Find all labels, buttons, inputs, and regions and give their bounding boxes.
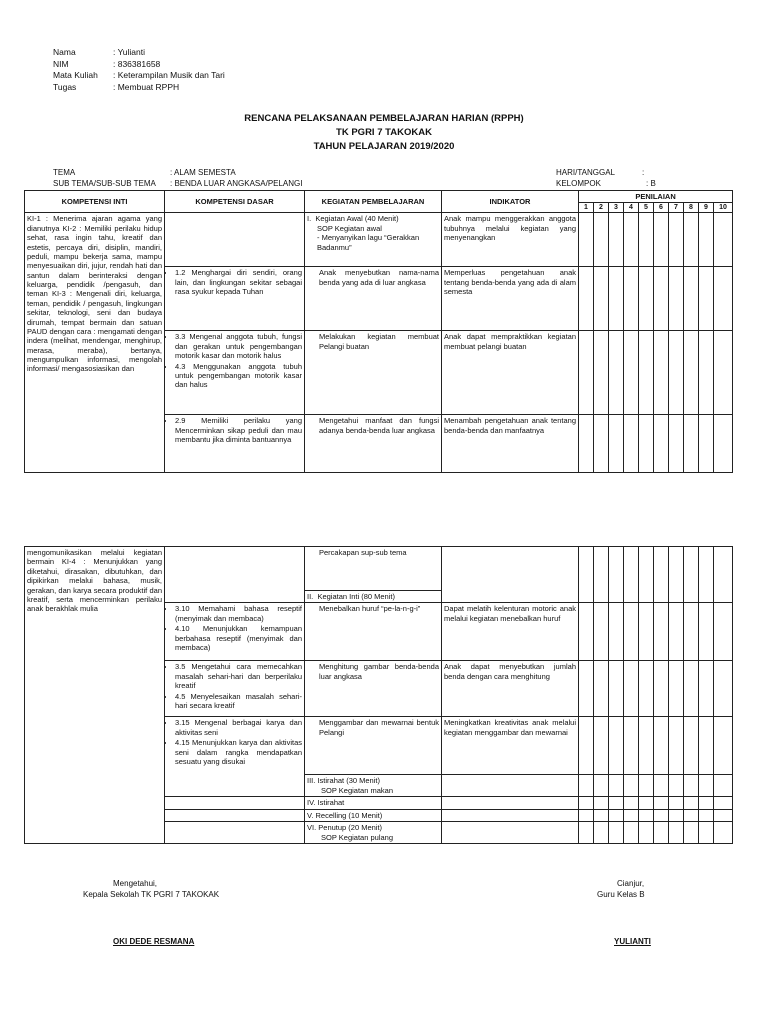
signature-left-line1: Mengetahui, [113,879,158,888]
kegiatan-cell: Mengetahui manfaat dan fungsi adanya benda-benda luar angkasa [305,415,442,473]
indikator-cell: Anak dapat menyebutkan jumlah benda dengan cara menghitung [442,661,579,717]
kd-cell [165,267,305,331]
kd-cell [165,603,305,661]
signature-right-line2: Guru Kelas B [597,890,645,899]
col-header-kd: KOMPETENSI DASAR [165,191,305,213]
roman: II. [307,592,314,601]
col-header-kegiatan: KEGIATAN PEMBELAJARAN [305,191,442,213]
indikator-cell: Anak dapat mempraktikkan kegiatan membuat pelangi buatan [442,331,579,415]
doc-title-line3: TAHUN PELAJARAN 2019/2020 [313,141,455,152]
score-col-9: 9 [699,203,714,213]
ki-cell: KI-1 : Menerima ajaran agama yang dianutnya KI-2 : Memiliki perilaku hidup sehat, rasa ingin tahu, kreatif dan estetis, percaya diri, disiplin, mandiri, peduli, mampu bekerja sama, mampu menyesuaikan diri, jujur, rendah hati dan santun dalam berinteraksi dengan keluarga, pendidik /pengasuh, dan teman KI-3 : Mengenali diri, keluarga, teman, pendidik / pengasuh, lingkungan sekitar, teknologi, seni dan budaya dirumah, tempat bermain dan satuan PAUD dengan cara : mengamati dengan indera (melihat, mendengar, menghirup, merasa, meraba), bertanya, mengumpulkan informasi, mengolah informasi/ mengasosiasikan dan [25,213,165,473]
score-col-4: 4 [624,203,639,213]
label: NIM [53,58,69,69]
subtema-value: : BENDA LUAR ANGKASA/PELANGI [170,179,303,188]
col-header-penilaian: PENILAIAN [579,191,733,203]
rpph-table-2 [24,546,733,844]
kd-item: • 4.3 Menggunakan anggota tubuh untuk pengembangan motorik kasar dan halus [175,362,302,390]
value: : Membuat RPPH [113,81,180,92]
identity-row-nama [53,47,225,59]
indikator-cell: Dapat melatih kelenturan motoric anak melalui kegiatan menebalkan huruf [442,603,579,661]
identity-block [53,47,225,93]
score-col-10: 10 [714,203,733,213]
roman: I. [307,214,312,224]
identity-row-nim [53,59,225,71]
value: : 836381658 [113,58,161,69]
kegiatan-cell [305,775,442,797]
doc-title-line2: TK PGRI 7 TAKOKAK [336,127,432,138]
subtema-label: SUB TEMA/SUB-SUB TEMA [53,179,156,188]
kegiatan-title: Recelling (10 Menit) [315,810,383,820]
signature-left-name: OKI DEDE RESMANA [113,937,195,946]
col-header-indikator: INDIKATOR [442,191,579,213]
table-row [25,213,733,267]
kegiatan-title: Kegiatan Awal (40 Menit) [315,214,399,224]
kegiatan-cell: Menggambar dan mewarnai bentuk Pelangi [305,717,442,775]
kegiatan-cell: Percakapan sup-sub tema [305,547,442,591]
score-col-7: 7 [669,203,684,213]
table-row [25,547,733,591]
kegiatan-cell [305,822,442,844]
kd-cell [165,717,305,797]
score-col-2: 2 [594,203,609,213]
value: : Yulianti [113,47,145,57]
kd-item: • 4.15 Menunjukkan karya dan aktivitas seni dalam rangka mendapatkan sesuatu yang disukai [175,738,302,766]
doc-title-line1: RENCANA PELAKSANAAN PEMBELAJARAN HARIAN (RPPH) [244,113,524,124]
roman: III. [307,776,316,786]
label: Mata Kuliah [53,70,98,80]
score-col-8: 8 [684,203,699,213]
roman: V. [307,810,314,820]
roman: VI. [307,823,317,833]
signature-right-name: YULIANTI [614,937,651,946]
value: : Keterampilan Musik dan Tari [113,70,225,80]
kegiatan-cell [305,591,442,603]
score-col-6: 6 [654,203,669,213]
kegiatan-title: Kegiatan Inti (80 Menit) [317,592,395,601]
identity-row-tugas [53,82,225,94]
kd-item: • 1.2 Menghargai diri sendiri, orang lain, dan lingkungan sekitar sebagai rasa syukur kepada Tuhan [175,268,302,296]
kegiatan-cell: Menghitung gambar benda-benda luar angkasa [305,661,442,717]
signature-left-line2: Kepala Sekolah TK PGRI 7 TAKOKAK [83,890,220,899]
tema-label: TEMA [53,168,76,177]
header-row [25,191,733,203]
indikator-cell: Meningkatkan kreativitas anak melalui kegiatan menggambar dan mewarnai [442,717,579,775]
label: Tugas [53,81,77,92]
kd-item: • 3.15 Mengenal berbagai karya dan aktivitas seni [175,718,302,737]
score-col-3: 3 [609,203,624,213]
col-header-ki: KOMPETENSI INTI [25,191,165,213]
kd-item: • 3.3 Mengenal anggota tubuh, fungsi dan gerakan untuk pengembangan motorik kasar dan motorik halus [175,332,302,360]
indikator-cell: Anak mampu menggerakkan anggota tubuhnya melalui kegiatan yang menyenangkan [442,213,579,267]
kd-cell [165,415,305,473]
ki-cell: mengomunikasikan melalui kegiatan bermain KI-4 : Menunjukkan yang diketahui, dirasakan, dibutuhkan, dan dipikirkan melalui bahasa, musik, gerakan, dan karya secara produktif dan kreatif, serta mencerminkan perilaku anak berakhlak mulia [25,547,165,844]
roman: IV. [307,798,316,808]
score-col-1: 1 [579,203,594,213]
kegiatan-title: Istirahat (30 Menit) [317,776,380,786]
kegiatan-sop: SOP Kegiatan makan [321,785,393,795]
score-col-5: 5 [639,203,654,213]
kegiatan-cell [305,809,442,821]
kegiatan-title: Istirahat [317,798,345,808]
kegiatan-sop: SOP Kegiatan awal [317,223,382,233]
indikator-cell: Menambah pengetahuan anak tentang benda-benda dan manfaatnya [442,415,579,473]
tema-value: : ALAM SEMESTA [170,168,236,177]
kd-cell [165,331,305,415]
kd-item: • 4.10 Menunjukkan kemampuan berbahasa reseptif (menyimak dan membaca) [175,624,302,652]
kegiatan-cell: Melakukan kegiatan membuat Pelangi buatan [305,331,442,415]
signature-right-line1: Cianjur, [617,879,645,888]
kd-cell [165,547,305,603]
kd-item: • 3.10 Memahami bahasa reseptif (menyimak dan membaca) [175,604,302,623]
kd-item: • 2.9 Memiliki perilaku yang Mencerminkan sikap peduli dan mau membantu jika diminta bantuannya [175,416,302,444]
kegiatan-item: - Menyanyikan lagu “Gerakkan Badanmu” [317,233,420,252]
kd-cell [165,213,305,267]
kd-item: • 4.5 Menyelesaikan masalah sehari-hari secara kreatif [175,692,302,711]
kd-cell [165,661,305,717]
kegiatan-cell: Menebalkan huruf “pe-la-n-g-i” [305,603,442,661]
kegiatan-title: Penutup (20 Menit) [318,823,383,833]
kegiatan-cell [305,797,442,809]
kelompok-label: KELOMPOK [556,179,601,188]
identity-row-matakuliah [53,70,225,82]
kegiatan-sop: SOP Kegiatan pulang [321,832,394,842]
hari-value: : [642,168,645,177]
kelompok-value: : B [646,179,656,188]
kegiatan-cell: Anak menyebutkan nama-nama benda yang ada di luar angkasa [305,267,442,331]
kegiatan-cell [305,213,442,267]
hari-label: HARI/TANGGAL [556,168,615,177]
rpph-table-1 [24,190,733,473]
indikator-cell [442,547,579,603]
kd-item: • 3.5 Mengetahui cara memecahkan masalah sehari-hari dan berperilaku kreatif [175,662,302,690]
indikator-cell: Memperluas pengetahuan anak tentang benda-benda yang ada di alam semesta [442,267,579,331]
label: Nama [53,47,76,57]
